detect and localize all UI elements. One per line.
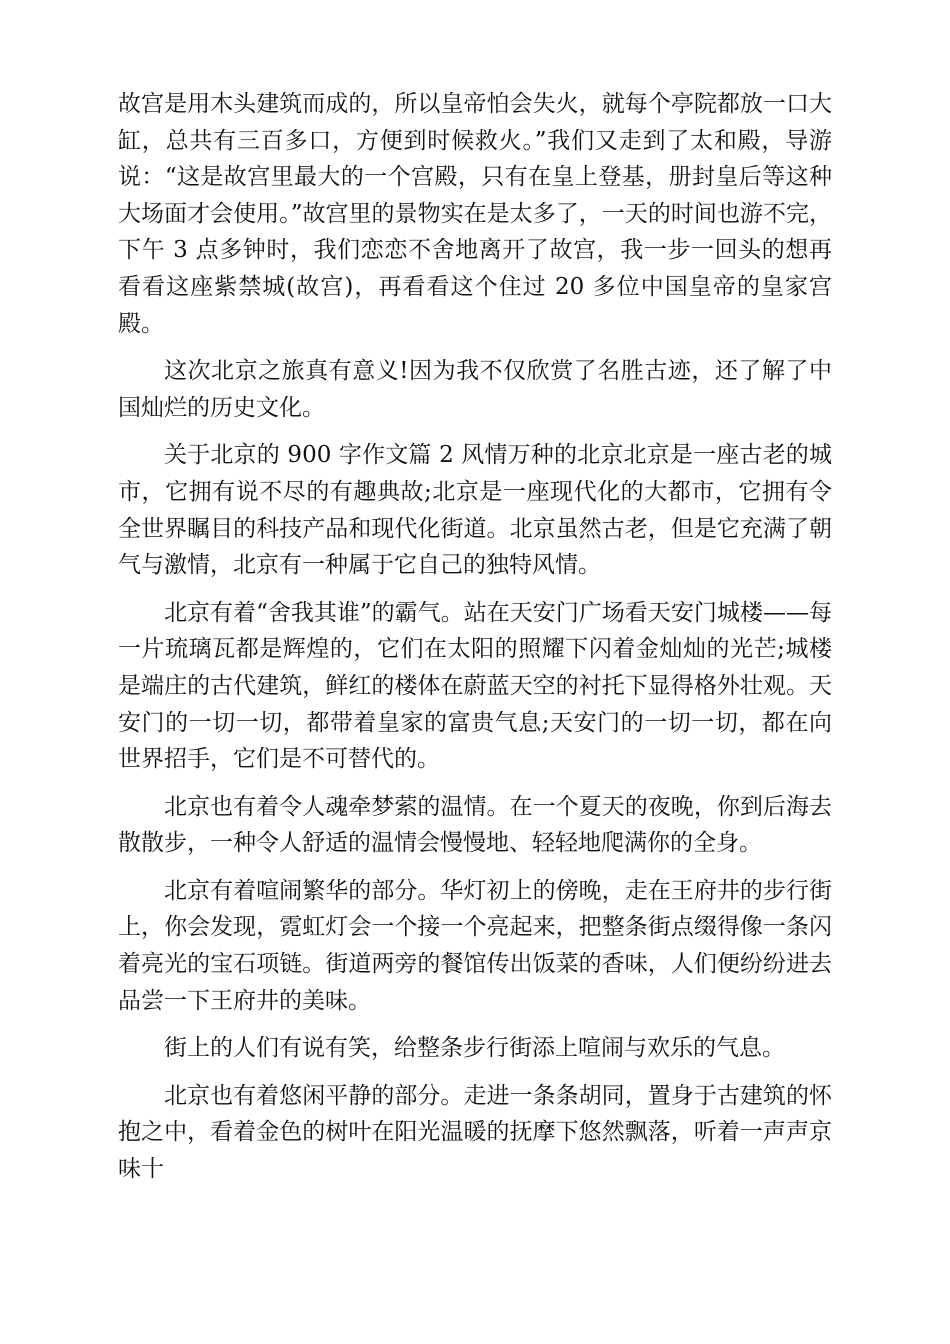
paragraph-trip-meaning: 这次北京之旅真有意义!因为我不仅欣赏了名胜古迹，还了解了中国灿烂的历史文化。 xyxy=(118,358,832,421)
paragraph-wangfujing: 北京有着喧闹繁华的部分。华灯初上的傍晚，走在王府井的步行街上，你会发现，霓虹灯会一个接一个亮起来，把整条街点缀得像一条闪着亮光的宝石项链。街道两旁的餐馆传出饭菜的香味，人们便纷纷进去品尝一下王府井的美味。 xyxy=(118,877,832,1014)
paragraph-houhai: 北京也有着令人魂牵梦萦的温情。在一个夏天的夜晚，你到后海去散散步，一种令人舒适的温情会慢慢地、轻轻地爬满你的全身。 xyxy=(118,793,832,857)
paragraph-street-people: 街上的人们有说有笑，给整条步行街添上喧闹与欢乐的气息。 xyxy=(164,1035,785,1062)
paragraph-tiananmen: 北京有着“舍我其谁”的霸气。站在天安门广场看天安门城楼——每一片琉璃瓦都是辉煌的，它们在太阳的照耀下闪着金灿灿的光芒;城楼是端庄的古代建筑，鲜红的楼体在蔚蓝天空的衬托下显得格外壮观。天安门的一切一切，都带着皇家的富贵气息;天安门的一切一切，都在向世界招手，它们是不可替代的。 xyxy=(118,599,832,773)
paragraph-essay-2-intro: 关于北京的 900 字作文篇 2 风情万种的北京北京是一座古老的城市，它拥有说不尽的有趣典故;北京是一座现代化的大都市，它拥有令全世界瞩目的科技产品和现代化街道。北京虽然古老，但是它充满了朝气与激情，北京有一种属于它自己的独特风情。 xyxy=(118,442,832,579)
paragraph-hutong: 北京也有着悠闲平静的部分。走进一条条胡同，置身于古建筑的怀抱之中，看着金色的树叶在阳光温暖的抚摩下悠然飘落，听着一声声京味十 xyxy=(118,1082,832,1183)
paragraph-forbidden-city-continued: 故宫是用木头建筑而成的，所以皇帝怕会失火，就每个亭院都放一口大缸，总共有三百多口，方便到时候救火。”我们又走到了太和殿，导游说：“这是故宫里最大的一个宫殿，只有在皇上登基，册封皇后等这种大场面才会使用。”故宫里的景物实在是太多了，一天的时间也游不完，下午 3 点多钟时，我们恋恋不舍地离开了故宫，我一步一回头的想再看看这座紫禁城(故宫)，再看看这个住过 20 多位中国皇帝的皇家宫殿。 xyxy=(118,91,832,337)
